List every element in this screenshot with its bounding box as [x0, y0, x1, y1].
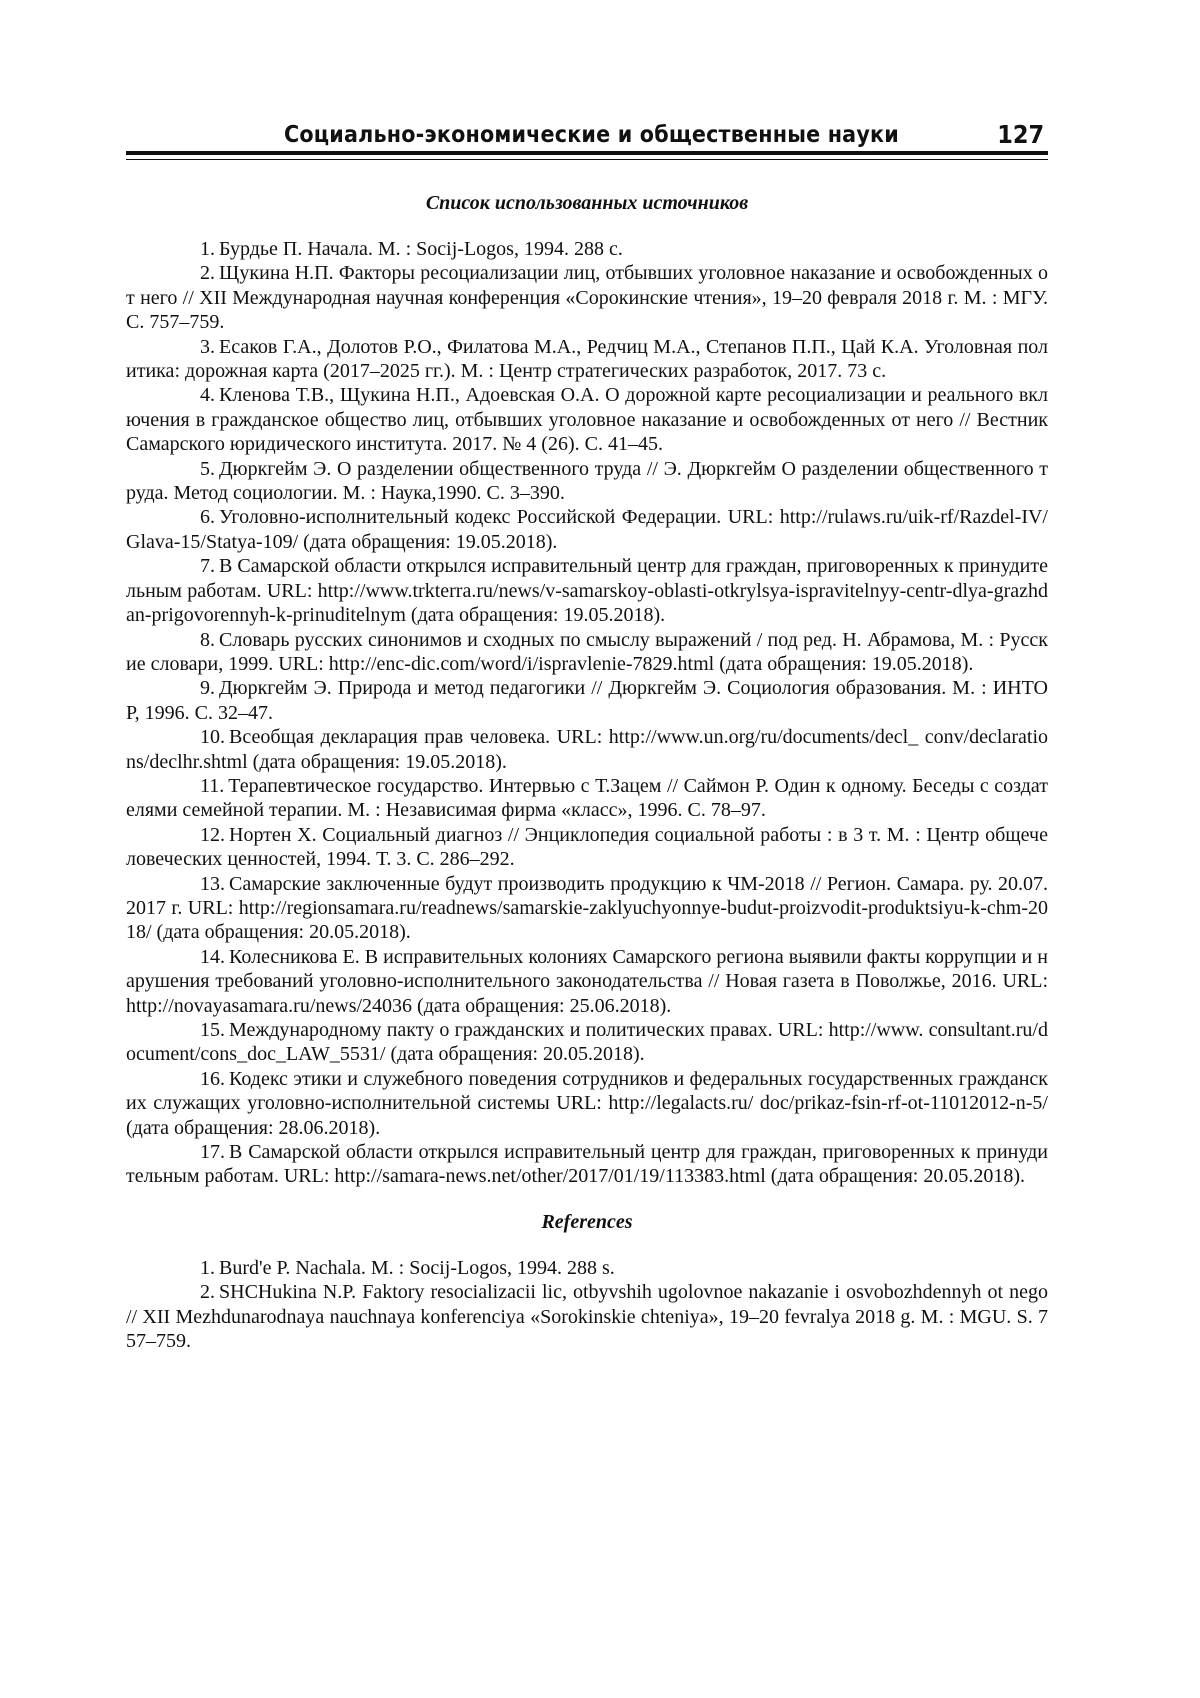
source-text: Уголовно-исполнительный кодекс Российской Федерации. URL: http://rulaws.ru/uik-rf/Razdel-IV/Glava-15/Statya-109/ (дата обращения: 19.05.2018). [126, 506, 1048, 553]
reference-number: 2. [200, 1281, 215, 1304]
source-number: 9. [200, 677, 215, 700]
journal-section-title: Социально-экономические и общественные науки [284, 122, 899, 148]
source-item [126, 676, 1048, 725]
header-rule-thin [126, 159, 1048, 160]
reference-text: Burd'e P. Nachala. M. : Socij-Logos, 1994. 288 s. [219, 1256, 615, 1279]
sources-list [126, 237, 1048, 1189]
source-text: Всеобщая декларация прав человека. URL: http://www.un.org/ru/documents/decl_ conv/declarations/declhr.shtml (дата обращения: 19.05.2018). [126, 726, 1048, 773]
source-text: Кодекс этики и служебного поведения сотрудников и федеральных государственных гражданских служащих уголовно-исполнительной системы URL: http://legalacts.ru/ doc/prikaz-fsin-rf-ot-11012012-n-5/ (дата обращения: 28.06.2018). [126, 1067, 1048, 1139]
source-text: Дюркгейм Э. Природа и метод педагогики // Дюркгейм Э. Социология образования. М. : ИНТОР, 1996. С. 32–47. [126, 677, 1048, 724]
references-heading: References [541, 1210, 633, 1233]
source-number: 3. [200, 335, 215, 358]
source-item [126, 1018, 1048, 1067]
references-list [126, 1256, 1048, 1354]
source-text: Бурдье П. Начала. М. : Socij-Logos, 1994. 288 с. [219, 238, 623, 260]
source-number: 2. [200, 262, 215, 285]
source-item [126, 457, 1048, 506]
source-item [126, 823, 1048, 872]
source-text: Самарские заключенные будут производить продукцию к ЧМ-2018 // Регион. Самара. ру. 20.07.2017 г. URL: http://regionsamara.ru/readnews/samarskie-zaklyuchyonnye-budut-proizvodit-produktsiyu-k-chm-2018/ (дата обращения: 20.05.2018). [126, 872, 1048, 944]
source-item [126, 725, 1048, 774]
source-number: 11. [200, 774, 225, 797]
sources-heading: Список использованных источников [425, 192, 749, 214]
source-item [126, 554, 1048, 627]
source-text: Международному пакту о гражданских и политических правах. URL: http://www. consultant.ru/document/cons_doc_LAW_5531/ (дата обращения: 20.05.2018). [126, 1019, 1048, 1066]
source-number: 14. [200, 945, 225, 968]
source-number: 17. [200, 1141, 225, 1164]
source-text: Есаков Г.А., Долотов Р.О., Филатова М.А., Редчиц М.А., Степанов П.П., Цай К.А. Уголовная политика: дорожная карта (2017–2025 гг.). М. : Центр стратегических разработок, 2017. 73 с. [126, 335, 1048, 383]
source-item [126, 261, 1048, 334]
source-text: В Самарской области открылся исправительный центр для граждан, приговоренных к принудительным работам. URL: http://samara-news.net/other/2017/01/19/113383.html (дата обращения: 20.05.2018). [126, 1141, 1048, 1188]
source-item [126, 335, 1048, 384]
source-number: 12. [200, 823, 225, 846]
source-text: В Самарской области открылся исправительный центр для граждан, приговоренных к принудительным работам. URL: http://www.trkterra.ru/news/v-samarskoy-oblasti-otkrylsya-ispravitelnyy-centr-dlya-grazhdan-prigovorennyh-k-prinuditelnym (дата обращения: 19.05.2018). [126, 555, 1048, 627]
source-text: Щукина Н.П. Факторы ресоциализации лиц, отбывших уголовное наказание и освобожденных от него // XII Международная научная конференция «Сорокинские чтения», 19–20 февраля 2018 г. М. : МГУ. С. 757–759. [126, 262, 1048, 334]
source-item [126, 383, 1048, 456]
reference-text: SHCHukina N.P. Faktory resocializacii lic, otbyvshih ugolovnoe nakazanie i osvobozhdennyh ot nego // XII Mezhdunarodnaya nauchnaya konferenciya «Sorokinskie chteniya», 19–20 fevralya 2018 g. M. : MGU. S. 757–759. [126, 1281, 1048, 1353]
source-item [126, 505, 1048, 554]
source-item [126, 1140, 1048, 1189]
source-number: 7. [200, 555, 215, 578]
source-item [126, 872, 1048, 945]
source-text: Словарь русских синонимов и сходных по смыслу выражений / под ред. Н. Абрамова, М. : Русские словари, 1999. URL: http://enc-dic.com/word/i/ispravlenie-7829.html (дата обращения: 19.05.2018). [126, 628, 1048, 675]
source-text: Дюркгейм Э. О разделении общественного труда // Э. Дюркгейм О разделении общественного труда. Метод социологии. М. : Наука,1990. С. 3–390. [126, 457, 1048, 505]
source-number: 8. [200, 628, 215, 651]
source-item [126, 628, 1048, 677]
page-number: 127 [997, 120, 1044, 149]
running-header [126, 118, 1048, 158]
source-item [126, 774, 1048, 823]
source-number: 5. [200, 457, 215, 480]
source-text: Кленова Т.В., Щукина Н.П., Адоевская О.А. О дорожной карте ресоциализации и реального включения в гражданское общество лиц, отбывших уголовное наказание и освобожденных от него // Вестник Самарского юридического института. 2017. № 4 (26). С. 41–45. [126, 384, 1048, 456]
source-number: 6. [200, 506, 215, 529]
source-item [126, 945, 1048, 1018]
source-item [126, 1067, 1048, 1140]
source-number: 15. [200, 1019, 225, 1041]
source-text: Нортен Х. Социальный диагноз // Энциклопедия социальной работы : в 3 т. М. : Центр общечеловеческих ценностей, 1994. Т. 3. С. 286–292. [126, 823, 1048, 871]
source-number: 10. [200, 726, 225, 749]
source-item [126, 237, 1048, 261]
source-number: 13. [200, 872, 225, 895]
source-number: 4. [200, 384, 215, 407]
reference-item [126, 1280, 1048, 1353]
reference-item [126, 1256, 1048, 1280]
source-text: Колесникова Е. В исправительных колониях Самарского региона выявили факты коррупции и нарушения требований уголовно-исполнительного законодательства // Новая газета в Поволжье, 2016. URL: http://novayasamara.ru/news/24036 (дата обращения: 25.06.2018). [126, 945, 1048, 1017]
source-number: 1. [200, 238, 215, 260]
source-number: 16. [200, 1067, 225, 1090]
source-text: Терапевтическое государство. Интервью с Т.Зацем // Саймон Р. Один к одному. Беседы с создателями семейной терапии. М. : Независимая фирма «класс», 1996. С. 78–97. [126, 774, 1048, 822]
reference-number: 1. [200, 1256, 215, 1279]
header-rule-thick [126, 151, 1048, 155]
document-page [126, 118, 1048, 1353]
